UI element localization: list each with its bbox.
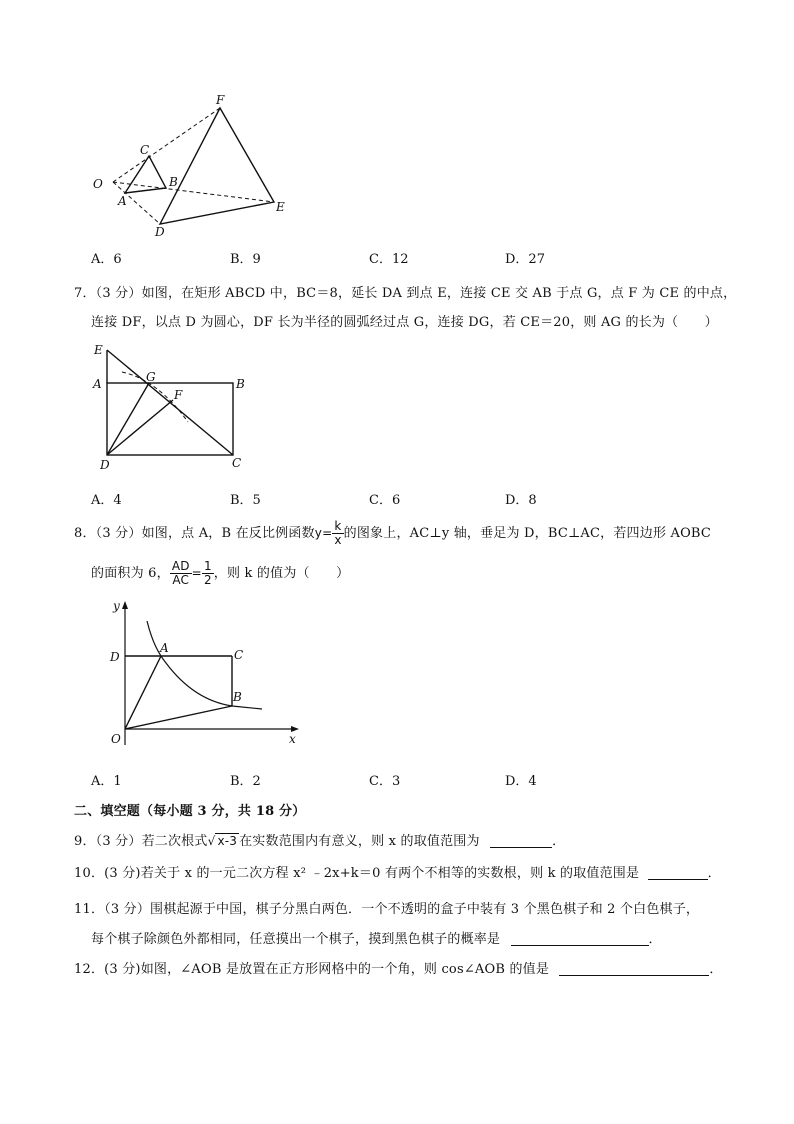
q7-label-d: D xyxy=(100,458,110,472)
q9-radicand: x-3 xyxy=(217,834,238,848)
q11-stem-line1: 11．（3 分）围棋起源于中国，棋子分黑白两色．一个不透明的盒子中装有 3 个黑色棋子和 2 个白色棋子， xyxy=(74,902,700,917)
q12-text: 12．(3 分)如图，∠AOB 是放置在正方形网格中的一个角，则 cos∠AOB 的值是 xyxy=(74,962,550,977)
q9-stem xyxy=(74,830,565,849)
q8-label-x: x xyxy=(289,732,296,746)
q8-func-num: k xyxy=(332,520,343,534)
q8-text-c: 的面积为 6， xyxy=(91,566,170,581)
section-2-title: 二、填空题（每小题 3 分，共 18 分） xyxy=(74,804,306,819)
q8-text-b: 的图象上，AC⊥y 轴，垂足为 D，BC⊥AC，若四边形 AOBC xyxy=(343,526,712,541)
q8-label-b: B xyxy=(233,690,242,704)
q9-text-b: 在实数范围内有意义，则 x 的取值范围为 xyxy=(239,834,480,849)
q6-label-e: E xyxy=(276,200,285,214)
q6-option-b: B．9 xyxy=(230,252,261,267)
q9-end: ． xyxy=(552,834,566,849)
q8-text-a: 8．（3 分）如图，点 A，B 在反比例函数 xyxy=(74,526,315,541)
q8-ratio-fraction xyxy=(170,560,192,587)
q7-label-b: B xyxy=(236,377,245,391)
q11-answer-blank[interactable] xyxy=(511,931,649,946)
q9-answer-blank[interactable] xyxy=(490,833,552,848)
q11-stem-line2 xyxy=(91,928,662,947)
q6-label-o: O xyxy=(93,177,103,191)
q8-option-a: A．1 xyxy=(91,774,122,789)
q6-option-c: C．12 xyxy=(369,252,409,267)
q8-label-d: D xyxy=(110,650,120,664)
q11-end: ． xyxy=(648,932,662,947)
q11-text-line2: 每个棋子除颜色外都相同，任意摸出一个棋子，摸到黑色棋子的概率是 xyxy=(91,932,501,947)
q7-option-b: B．5 xyxy=(230,493,261,508)
q9-text-a: 9．（3 分）若二次根式 xyxy=(74,834,208,849)
q7-label-f: F xyxy=(174,388,183,402)
q8-option-c: C．3 xyxy=(369,774,401,789)
q7-label-c: C xyxy=(232,456,242,470)
q8-text-d: ，则 k 的值为（ ） xyxy=(213,566,350,581)
q10-answer-blank[interactable] xyxy=(648,865,708,880)
q8-func-lhs: y= xyxy=(314,526,333,540)
q8-option-b: B．2 xyxy=(230,774,261,789)
q6-option-d: D．27 xyxy=(505,252,545,267)
q7-stem-line2: 连接 DF，以点 D 为圆心，DF 长为半径的圆弧经过点 G，连接 DG，若 CE＝20，则 AG 的长为（ ） xyxy=(91,315,718,330)
q8-label-a: A xyxy=(160,641,169,655)
q7-option-c: C．6 xyxy=(369,493,401,508)
q7-label-e: E xyxy=(94,343,103,357)
q7-stem-line1: 7．（3 分）如图，在矩形 ABCD 中，BC＝8，延长 DA 到点 E，连接 CE 交 AB 于点 G，点 F 为 CE 的中点， xyxy=(74,286,737,301)
q8-figure xyxy=(100,595,310,755)
q12-answer-blank[interactable] xyxy=(559,961,709,976)
q6-figure xyxy=(80,90,300,240)
q7-figure xyxy=(88,340,258,480)
q8-half-den: 2 xyxy=(203,573,212,587)
q8-half-fraction xyxy=(202,560,214,587)
q8-ratio-num: AD xyxy=(171,559,190,573)
q8-label-c: C xyxy=(234,648,244,662)
q8-ratio-eq: = xyxy=(191,566,202,580)
q10-text: 10．(3 分)若关于 x 的一元二次方程 x² ﹣2x+k＝0 有两个不相等的实数根，则 k 的取值范围是 xyxy=(74,866,640,881)
q6-label-d: D xyxy=(155,225,165,239)
q12-stem xyxy=(74,958,723,977)
q10-end: ． xyxy=(707,866,721,881)
q8-half-num: 1 xyxy=(203,559,212,573)
q6-label-a: A xyxy=(118,194,127,208)
q10-stem xyxy=(74,862,721,881)
q7-option-d: D．8 xyxy=(505,493,537,508)
q8-stem-line2 xyxy=(91,558,349,589)
q6-label-f: F xyxy=(216,93,225,107)
q8-func-fraction xyxy=(332,520,343,547)
q9-sqrt: √ x-3 xyxy=(207,834,238,848)
q8-func-den: x xyxy=(334,533,342,547)
q12-end: ． xyxy=(709,962,723,977)
q7-label-a: A xyxy=(93,377,102,391)
q6-label-b: B xyxy=(169,175,178,189)
q7-label-g: G xyxy=(146,370,156,384)
q8-stem-line1 xyxy=(74,518,711,549)
q8-label-o: O xyxy=(111,732,121,746)
q8-label-y: y xyxy=(113,599,120,613)
q6-label-c: C xyxy=(140,143,150,157)
q7-option-a: A．4 xyxy=(91,493,122,508)
q8-option-d: D．4 xyxy=(505,774,537,789)
q6-option-a: A．6 xyxy=(91,252,122,267)
q8-ratio-den: AC xyxy=(172,573,190,587)
